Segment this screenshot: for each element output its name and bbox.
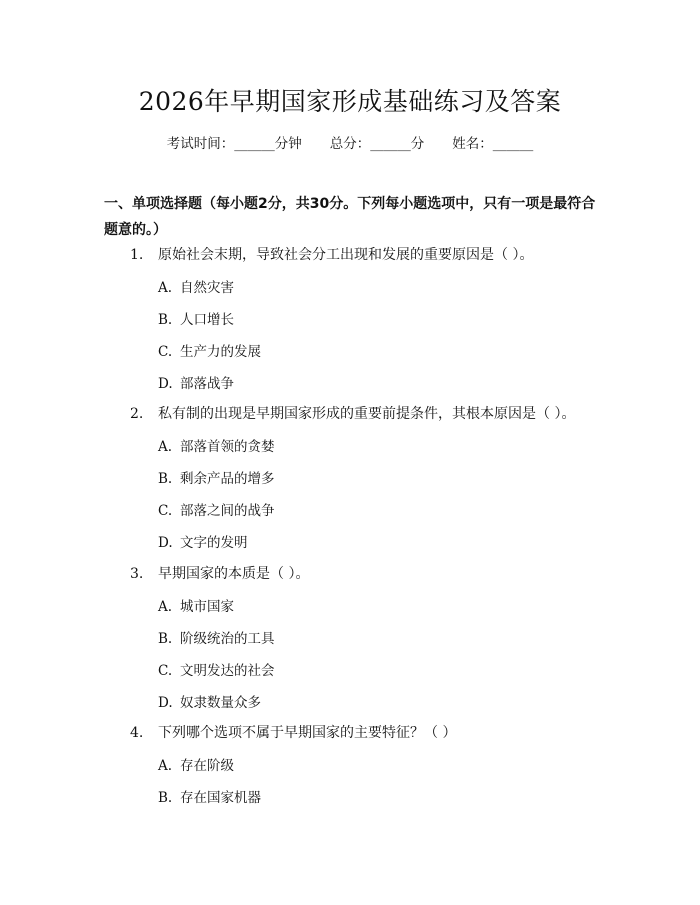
option-text: 文字的发明 [180, 535, 248, 551]
option-text: 城市国家 [180, 599, 234, 615]
option-text: 阶级统治的工具 [180, 631, 275, 647]
option-text: 剩余产品的增多 [180, 471, 275, 487]
option-letter: B. [158, 471, 173, 487]
option-4a [158, 754, 234, 774]
question-number: 4. [130, 725, 144, 741]
option-letter: C. [158, 663, 173, 679]
option-letter: C. [158, 503, 173, 519]
option-text: 存在国家机器 [180, 790, 261, 806]
question-text: 原始社会末期，导致社会分工出现和发展的重要原因是（ ）。 [158, 247, 534, 263]
option-letter: B. [158, 631, 173, 647]
option-3d [158, 691, 261, 711]
option-letter: C. [158, 344, 173, 360]
question-text: 早期国家的本质是（ ）。 [158, 566, 310, 582]
option-letter: D. [158, 535, 173, 551]
question-number: 2. [130, 406, 144, 422]
option-text: 部落首领的贪婪 [180, 439, 275, 455]
option-1c [158, 340, 261, 360]
option-letter: D. [158, 695, 173, 711]
exam-meta [0, 132, 700, 152]
question-text: 私有制的出现是早期国家形成的重要前提条件，其根本原因是（ ）。 [158, 406, 576, 422]
option-3b [158, 627, 275, 647]
option-3a [158, 595, 234, 615]
option-letter: A. [158, 439, 173, 455]
option-2a [158, 435, 275, 455]
option-2b [158, 467, 275, 487]
exam-time: 考试时间：______分钟 [166, 136, 302, 152]
question-1 [130, 244, 533, 264]
option-text: 人口增长 [180, 312, 234, 328]
option-letter: B. [158, 790, 173, 806]
option-2c [158, 499, 275, 519]
question-text: 下列哪个选项不属于早期国家的主要特征？（ ） [158, 725, 457, 741]
option-letter: A. [158, 758, 173, 774]
option-letter: D. [158, 376, 173, 392]
option-letter: B. [158, 312, 173, 328]
option-1b [158, 308, 234, 328]
question-2 [130, 403, 575, 423]
question-number: 3. [130, 566, 144, 582]
question-3 [130, 563, 309, 583]
section-heading: 一、单项选择题（每小题2分，共30分。下列每小题选项中，只有一项是最符合题意的。） [104, 196, 596, 238]
option-letter: A. [158, 599, 173, 615]
option-text: 存在阶级 [180, 758, 234, 774]
page-title: 2026年早期国家形成基础练习及答案 [138, 87, 562, 116]
option-1d [158, 372, 234, 392]
question-4 [130, 722, 456, 742]
option-3c [158, 659, 275, 679]
option-text: 自然灾害 [180, 280, 234, 296]
option-text: 文明发达的社会 [180, 663, 275, 679]
option-2d [158, 531, 248, 551]
option-letter: A. [158, 280, 173, 296]
option-text: 奴隶数量众多 [180, 695, 261, 711]
option-4b [158, 786, 261, 806]
exam-name-field: 姓名：______ [452, 136, 534, 152]
option-text: 部落战争 [180, 376, 234, 392]
option-text: 生产力的发展 [180, 344, 261, 360]
question-number: 1. [130, 247, 144, 263]
option-1a [158, 276, 234, 296]
exam-total-score: 总分：______分 [329, 136, 425, 152]
option-text: 部落之间的战争 [180, 503, 275, 519]
